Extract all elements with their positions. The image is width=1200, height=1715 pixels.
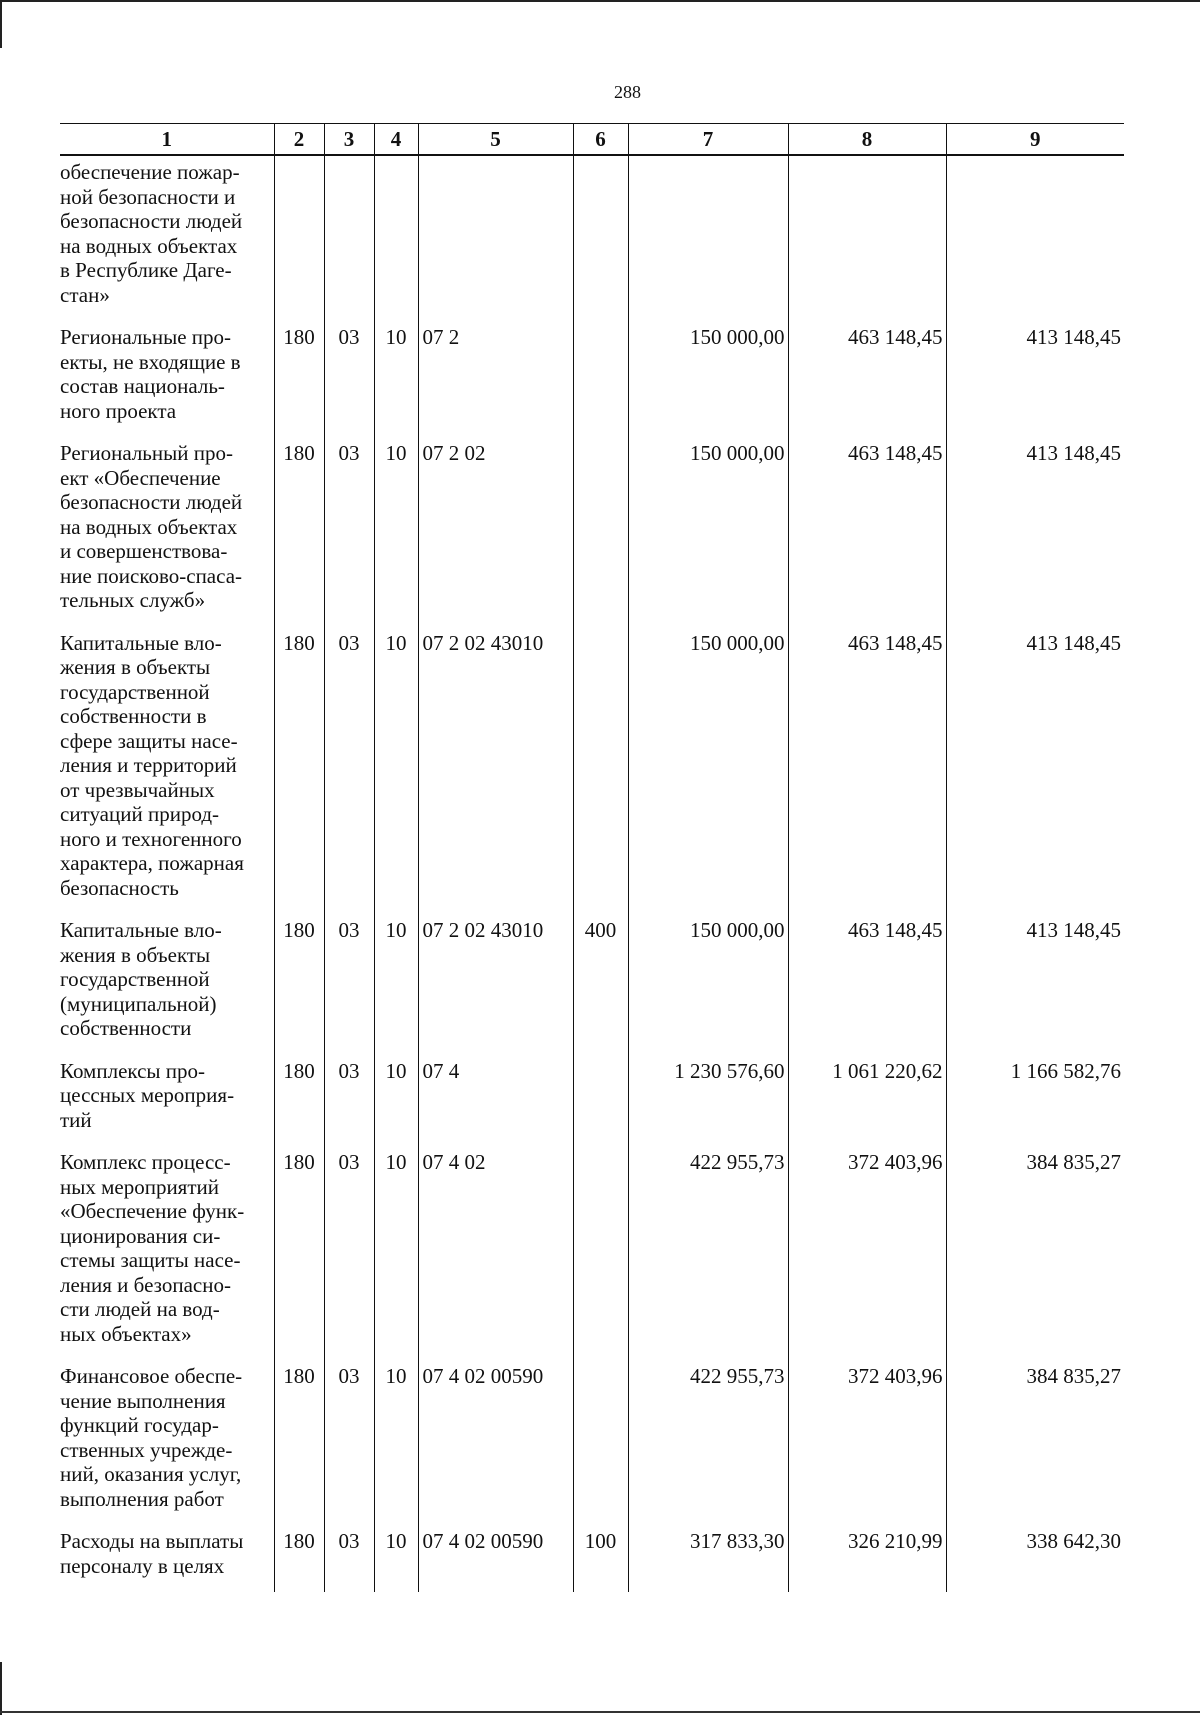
cell-year3: 384 835,27: [946, 1356, 1124, 1521]
page-number: 288: [614, 82, 641, 102]
cell-vr: [573, 1356, 628, 1521]
cell-csr: 07 2 02 43010: [418, 623, 573, 911]
cell-year2: [788, 155, 946, 317]
cell-pr: 10: [374, 317, 418, 433]
column-header: 4: [374, 124, 418, 156]
cell-vr: 100: [573, 1521, 628, 1592]
cell-vr: [573, 1142, 628, 1356]
cell-year2: 372 403,96: [788, 1356, 946, 1521]
cell-year2: 463 148,45: [788, 433, 946, 623]
cell-year3: 384 835,27: [946, 1142, 1124, 1356]
cell-ved: [274, 155, 324, 317]
cell-name: Расходы на выплаты персоналу в целях: [60, 1529, 244, 1578]
cell-rz: 03: [324, 433, 374, 623]
cell-name: Капитальные вло- жения в объекты государственной собственности в сфере защиты насе- ления и территорий от чрезвычайных ситуаций природ- ного и техногенного характера, пожарная безопасность: [60, 630, 244, 900]
cell-name: Капитальные вло- жения в объекты государственной (муниципальной) собственности: [60, 918, 222, 1040]
table-header: [60, 124, 1124, 156]
table-row: [60, 910, 1124, 1051]
cell-ved: 180: [274, 317, 324, 433]
table-row: [60, 433, 1124, 623]
column-header: 2: [274, 124, 324, 156]
column-header: 9: [946, 124, 1124, 156]
column-header: 8: [788, 124, 946, 156]
cell-year2: 326 210,99: [788, 1521, 946, 1592]
table-body: [60, 155, 1124, 1592]
cell-rz: [324, 155, 374, 317]
cell-year3: 413 148,45: [946, 433, 1124, 623]
cell-pr: 10: [374, 623, 418, 911]
cell-rz: 03: [324, 623, 374, 911]
cell-pr: 10: [374, 1521, 418, 1592]
cell-year3: 413 148,45: [946, 623, 1124, 911]
column-header: 6: [573, 124, 628, 156]
cell-ved: 180: [274, 910, 324, 1051]
cell-pr: 10: [374, 1142, 418, 1356]
cell-year3: 338 642,30: [946, 1521, 1124, 1592]
cell-year1: 1 230 576,60: [628, 1051, 788, 1143]
cell-name: Региональный про- ект «Обеспечение безопасности людей на водных объектах и совершенствова- ние поисково-спаса- тельных служб»: [60, 441, 243, 612]
column-header: 3: [324, 124, 374, 156]
scan-edge-bottom: [0, 1711, 1200, 1713]
table-row: [60, 317, 1124, 433]
cell-vr: 400: [573, 910, 628, 1051]
cell-year1: [628, 155, 788, 317]
cell-pr: 10: [374, 910, 418, 1051]
cell-year1: 422 955,73: [628, 1356, 788, 1521]
cell-csr: 07 4 02: [418, 1142, 573, 1356]
cell-csr: 07 2 02: [418, 433, 573, 623]
cell-year2: 372 403,96: [788, 1142, 946, 1356]
cell-year1: 317 833,30: [628, 1521, 788, 1592]
cell-name: Региональные про- екты, не входящие в состав националь- ного проекта: [60, 325, 241, 423]
cell-year1: 150 000,00: [628, 317, 788, 433]
column-header: 1: [60, 124, 274, 156]
cell-csr: 07 2 02 43010: [418, 910, 573, 1051]
cell-year1: 422 955,73: [628, 1142, 788, 1356]
cell-ved: 180: [274, 1142, 324, 1356]
cell-rz: 03: [324, 1356, 374, 1521]
table-row: [60, 1521, 1124, 1592]
cell-year2: 463 148,45: [788, 317, 946, 433]
table-row: [60, 623, 1124, 911]
cell-year2: 1 061 220,62: [788, 1051, 946, 1143]
cell-csr: 07 2: [418, 317, 573, 433]
cell-pr: 10: [374, 1356, 418, 1521]
cell-ved: 180: [274, 433, 324, 623]
cell-vr: [573, 433, 628, 623]
cell-vr: [573, 1051, 628, 1143]
cell-year1: 150 000,00: [628, 433, 788, 623]
cell-vr: [573, 317, 628, 433]
cell-rz: 03: [324, 910, 374, 1051]
cell-name: Комплексы про- цессных мероприя- тий: [60, 1058, 235, 1132]
cell-csr: 07 4: [418, 1051, 573, 1143]
cell-rz: 03: [324, 1051, 374, 1143]
cell-rz: 03: [324, 1521, 374, 1592]
cell-csr: [418, 155, 573, 317]
table-row: [60, 155, 1124, 317]
budget-table: [60, 123, 1124, 1592]
cell-ved: 180: [274, 1051, 324, 1143]
cell-rz: 03: [324, 1142, 374, 1356]
cell-year3: 413 148,45: [946, 317, 1124, 433]
cell-year3: 1 166 582,76: [946, 1051, 1124, 1143]
scan-edge-left: [0, 0, 2, 48]
cell-ved: 180: [274, 1521, 324, 1592]
cell-ved: 180: [274, 1356, 324, 1521]
scan-edge-top: [0, 0, 1200, 2]
cell-vr: [573, 623, 628, 911]
table-row: [60, 1051, 1124, 1143]
cell-year3: 413 148,45: [946, 910, 1124, 1051]
cell-pr: 10: [374, 433, 418, 623]
cell-pr: 10: [374, 1051, 418, 1143]
cell-name: обеспечение пожар- ной безопасности и безопасности людей на водных объектах в Республике Даге- стан»: [60, 160, 243, 307]
column-header: 7: [628, 124, 788, 156]
cell-ved: 180: [274, 623, 324, 911]
cell-year1: 150 000,00: [628, 623, 788, 911]
cell-csr: 07 4 02 00590: [418, 1356, 573, 1521]
cell-vr: [573, 155, 628, 317]
cell-rz: 03: [324, 317, 374, 433]
cell-pr: [374, 155, 418, 317]
table-row: [60, 1142, 1124, 1356]
cell-year1: 150 000,00: [628, 910, 788, 1051]
cell-name: Комплекс процесс- ных мероприятий «Обеспечение функ- ционирования си- стемы защиты насе- ления и безопасно- сти людей на вод- ных объектах»: [60, 1150, 245, 1346]
scan-edge-left: [0, 1662, 2, 1715]
table-row: [60, 1356, 1124, 1521]
header-row: [60, 124, 1124, 156]
column-header: 5: [418, 124, 573, 156]
cell-csr: 07 4 02 00590: [418, 1521, 573, 1592]
cell-year2: 463 148,45: [788, 910, 946, 1051]
cell-year2: 463 148,45: [788, 623, 946, 911]
cell-year3: [946, 155, 1124, 317]
cell-name: Финансовое обеспе- чение выполнения функций государ- ственных учрежде- ний, оказания услуг, выполнения работ: [60, 1364, 243, 1511]
